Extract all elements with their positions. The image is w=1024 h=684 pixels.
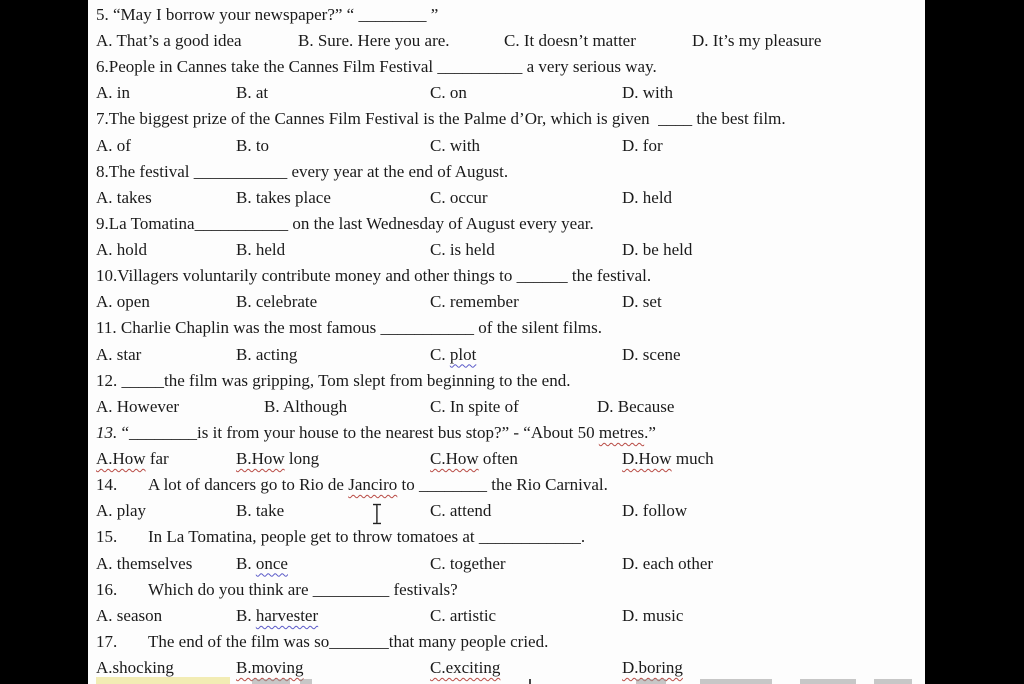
line-cell <box>96 472 117 498</box>
document-page[interactable] <box>88 0 925 684</box>
line-cell <box>622 133 663 159</box>
text-segment: The end of the film was so_______that many people cried. <box>148 631 549 651</box>
document-line <box>88 315 925 341</box>
text-segment: A. play <box>96 501 147 521</box>
line-cell <box>96 2 438 28</box>
text-segment: C. with <box>430 135 481 155</box>
text-segment: D. each other <box>622 553 714 573</box>
text-segment: much <box>671 449 714 469</box>
text-segment: 5. “May I borrow your newspaper?” “ ________ ” <box>96 5 439 24</box>
document-line <box>88 263 925 289</box>
line-cell <box>622 498 687 524</box>
line-cell <box>96 80 130 106</box>
document-line <box>88 185 925 211</box>
line-cell <box>96 524 117 550</box>
text-segment: A. of <box>96 135 131 155</box>
text-segment: A. star <box>96 344 142 364</box>
line-cell <box>236 446 319 472</box>
document-line <box>88 394 925 420</box>
cutoff-text-mark <box>874 679 912 684</box>
line-cell <box>96 394 179 420</box>
document-line <box>88 472 925 498</box>
text-segment: B. take <box>236 501 285 521</box>
cutoff-text-mark <box>252 679 290 684</box>
line-cell <box>96 498 146 524</box>
text-segment: D. It’s my pleasure <box>692 31 822 51</box>
line-cell <box>236 498 284 524</box>
text-segment: D. music <box>622 605 684 625</box>
text-segment: C. It doesn’t matter <box>504 31 636 51</box>
text-segment: C. remember <box>430 292 519 312</box>
text-segment: D. Because <box>597 396 675 416</box>
text-segment: D. follow <box>622 501 688 521</box>
cutoff-text-mark <box>529 679 531 684</box>
line-cell <box>430 394 519 420</box>
text-segment: D. for <box>622 135 663 155</box>
spellcheck-flagged-text: metres <box>598 422 645 442</box>
cutoff-text-mark <box>300 679 312 684</box>
text-segment: C. is held <box>430 240 495 260</box>
line-cell <box>148 629 548 655</box>
line-cell <box>622 655 683 681</box>
line-cell <box>597 394 674 420</box>
spellcheck-flagged-text: A.shocking <box>96 658 174 677</box>
line-cell <box>96 603 162 629</box>
text-segment: 13. <box>96 422 122 442</box>
text-segment: D. scene <box>622 344 681 364</box>
text-segment: C. on <box>430 83 467 103</box>
line-cell <box>96 368 570 394</box>
line-cell <box>430 80 467 106</box>
text-segment: D. held <box>622 187 673 207</box>
text-segment: 17. <box>96 631 118 651</box>
line-cell <box>96 315 602 341</box>
document-line <box>88 211 925 237</box>
document-line <box>88 446 925 472</box>
line-cell <box>622 551 713 577</box>
text-segment: often <box>478 449 518 469</box>
spellcheck-flagged-text: D.boring <box>622 658 683 677</box>
document-line <box>88 289 925 315</box>
line-cell <box>622 342 681 368</box>
text-segment: B. acting <box>236 344 298 364</box>
spellcheck-flagged-text: B.moving <box>236 658 304 677</box>
line-cell <box>96 28 242 54</box>
line-cell <box>504 28 636 54</box>
text-segment: to ________ the Rio Carnival. <box>397 475 608 495</box>
line-cell <box>430 289 519 315</box>
line-cell <box>622 289 662 315</box>
document-line <box>88 54 925 80</box>
text-segment: A. However <box>96 396 180 416</box>
line-cell <box>96 211 594 237</box>
text-segment: B. <box>236 553 256 573</box>
line-cell <box>622 80 673 106</box>
text-segment: A. hold <box>96 240 147 260</box>
line-cell <box>622 185 672 211</box>
line-cell <box>692 28 821 54</box>
line-cell <box>96 446 169 472</box>
line-cell <box>148 472 608 498</box>
spellcheck-flagged-text: A.How <box>96 449 146 469</box>
text-segment: 10.Villagers voluntarily contribute money and other things to ______ the festival. <box>96 266 652 286</box>
document-line <box>88 159 925 185</box>
text-segment: 16. <box>96 579 118 599</box>
text-segment: .” <box>644 422 656 442</box>
document-line <box>88 133 925 159</box>
line-cell <box>622 603 683 629</box>
text-segment: B. takes place <box>236 187 331 207</box>
right-letterbox-bar <box>925 0 1024 684</box>
line-cell <box>96 106 786 132</box>
line-cell <box>236 185 331 211</box>
line-cell <box>96 289 150 315</box>
text-segment: A. open <box>96 292 150 312</box>
text-segment: far <box>145 449 169 469</box>
text-segment: 15. <box>96 527 118 547</box>
line-cell <box>96 54 657 80</box>
highlighted-text-fragment <box>96 677 230 684</box>
text-segment: C. artistic <box>430 605 497 625</box>
spellcheck-flagged-text: once <box>255 553 288 573</box>
line-cell <box>430 603 496 629</box>
line-cell <box>236 551 288 577</box>
text-segment: 11. Charlie Chaplin was the most famous ___________ of the silent films. <box>96 318 603 338</box>
text-segment: B. at <box>236 83 269 103</box>
document-line <box>88 28 925 54</box>
line-cell <box>148 577 458 603</box>
text-segment: long <box>284 449 320 469</box>
text-segment: A lot of dancers go to Rio de <box>148 475 349 495</box>
text-segment: D. with <box>622 83 673 103</box>
line-cell <box>96 420 656 446</box>
line-cell <box>96 342 141 368</box>
line-cell <box>236 603 318 629</box>
spellcheck-flagged-text: plot <box>449 344 477 364</box>
document-line <box>88 498 925 524</box>
text-segment: Which do you think are _________ festivals? <box>148 579 458 599</box>
line-cell <box>298 28 450 54</box>
line-cell <box>430 237 495 263</box>
text-segment: 9.La Tomatina___________ on the last Wednesday of August every year. <box>96 213 594 233</box>
text-segment: In La Tomatina, people get to throw tomatoes at ____________. <box>148 527 586 547</box>
line-cell <box>96 263 651 289</box>
text-segment: D. be held <box>622 240 693 260</box>
ibeam-cursor <box>371 503 383 525</box>
text-segment: 6.People in Cannes take the Cannes Film Festival __________ a very serious way. <box>96 57 657 77</box>
text-segment: A. season <box>96 605 163 625</box>
document-line <box>88 577 925 603</box>
line-cell <box>622 446 714 472</box>
spellcheck-flagged-text: harvester <box>255 605 319 625</box>
cutoff-text-mark <box>636 679 666 684</box>
line-cell <box>264 394 347 420</box>
text-segment: B. Sure. Here you are. <box>298 31 450 51</box>
spellcheck-flagged-text: C.exciting <box>430 658 501 677</box>
document-line <box>88 603 925 629</box>
line-cell <box>622 237 692 263</box>
line-cell <box>430 185 488 211</box>
text-segment: C. attend <box>430 501 492 521</box>
line-cell <box>96 237 147 263</box>
spellcheck-flagged-text <box>195 658 208 677</box>
line-cell <box>96 629 117 655</box>
line-cell <box>236 237 285 263</box>
text-segment: 12. _____the film was gripping, Tom slept from beginning to the end. <box>96 370 571 390</box>
spellcheck-flagged-text: C.How <box>430 449 479 469</box>
text-segment: B. to <box>236 135 270 155</box>
text-segment: C. In spite of <box>430 396 519 416</box>
document-line <box>88 368 925 394</box>
line-cell <box>430 342 476 368</box>
line-cell <box>430 551 506 577</box>
spellcheck-flagged-text <box>174 658 195 677</box>
line-cell <box>236 655 304 681</box>
spellcheck-flagged-text: Janciro <box>348 475 398 495</box>
line-cell <box>96 551 192 577</box>
text-segment: 8.The festival ___________ every year at the end of August. <box>96 161 509 181</box>
text-segment: B. <box>236 605 256 625</box>
line-cell <box>96 159 508 185</box>
line-cell <box>236 80 268 106</box>
text-segment: C. occur <box>430 187 488 207</box>
line-cell <box>430 446 518 472</box>
text-segment: B. celebrate <box>236 292 318 312</box>
line-cell <box>430 133 480 159</box>
left-letterbox-bar <box>0 0 88 684</box>
document-line <box>88 420 925 446</box>
text-segment: C. together <box>430 553 506 573</box>
line-cell <box>148 524 585 550</box>
document-line <box>88 524 925 550</box>
text-segment: A. That’s a good idea <box>96 31 242 51</box>
document-line <box>88 80 925 106</box>
document-line <box>88 106 925 132</box>
line-cell <box>96 577 117 603</box>
document-line <box>88 629 925 655</box>
spellcheck-flagged-text: D.How <box>622 449 672 469</box>
text-segment: 7.The biggest prize of the Cannes Film Festival is the Palme d’Or, which is given ____ the best film. <box>96 109 786 129</box>
text-segment: “________is it from your house to the nearest bus stop?” - “About 50 <box>121 422 599 442</box>
cutoff-text-mark <box>700 679 772 684</box>
line-cell <box>96 133 131 159</box>
spellcheck-flagged-text: B.How <box>236 449 285 469</box>
text-segment: B. Although <box>264 396 348 416</box>
text-segment: D. set <box>622 292 662 312</box>
text-segment: 14. <box>96 475 118 495</box>
document-line <box>88 237 925 263</box>
line-cell <box>96 185 152 211</box>
text-segment: A. takes <box>96 187 152 207</box>
text-segment: C. <box>430 344 450 364</box>
cutoff-text-mark <box>800 679 856 684</box>
line-cell <box>430 655 500 681</box>
line-cell <box>236 133 269 159</box>
line-cell <box>236 289 317 315</box>
text-segment: A. in <box>96 83 130 103</box>
text-segment: A. themselves <box>96 553 193 573</box>
line-cell <box>236 342 297 368</box>
text-segment: B. held <box>236 240 286 260</box>
document-line <box>88 342 925 368</box>
document-line <box>88 551 925 577</box>
document-line <box>88 2 925 28</box>
line-cell <box>430 498 491 524</box>
